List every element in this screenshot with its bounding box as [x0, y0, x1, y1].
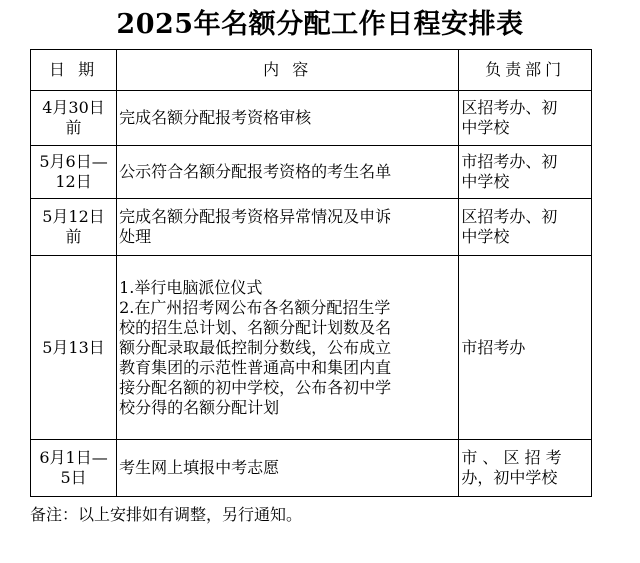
date-line: 前 — [65, 227, 82, 246]
content-cell — [117, 91, 459, 146]
content-line: 完成名额分配报考资格异常情况及申诉 — [119, 207, 392, 226]
table-row — [31, 91, 592, 146]
date-line: 4月30日 — [42, 98, 105, 117]
content-line: 2.在广州招考网公布各名额分配招生学 — [119, 297, 391, 317]
table-row — [31, 146, 592, 199]
date-line: 6月1日— — [39, 448, 108, 467]
dept-line: 区招考办、初 — [461, 207, 558, 226]
content-cell — [117, 440, 459, 497]
table-row — [31, 199, 592, 256]
dept-cell — [459, 91, 592, 146]
date-line: 5日 — [60, 468, 87, 487]
content-line: 处理 — [119, 227, 152, 246]
content-line: 额分配录取最低控制分数线，公布成立 — [119, 337, 392, 357]
schedule-table — [30, 49, 592, 497]
header-date: 日 期 — [31, 50, 117, 91]
date-line: 12日 — [55, 172, 92, 191]
date-line: 5月12日 — [42, 207, 105, 226]
dept-line: 市招考办、初 — [461, 152, 558, 171]
date-line: 5月6日— — [39, 152, 108, 171]
table-row — [31, 256, 592, 440]
page-title: 2025年名额分配工作日程安排表 — [116, 9, 524, 40]
dept-line: 中学校 — [461, 172, 510, 191]
dept-line: 市 、 区 招 考 — [461, 448, 562, 467]
date-line: 前 — [65, 118, 82, 137]
table-header-row — [31, 50, 592, 91]
date-cell — [31, 91, 117, 146]
content-line: 教育集团的示范性普通高中和集团内直 — [119, 357, 392, 377]
table-row — [31, 440, 592, 497]
content-cell — [117, 256, 459, 440]
dept-cell — [459, 146, 592, 199]
content-line: 校分得的名额分配计划 — [119, 397, 280, 417]
footnote: 备注：以上安排如有调整，另行通知。 — [30, 505, 303, 524]
content-cell — [117, 146, 459, 199]
content-line: 考生网上填报中考志愿 — [119, 458, 280, 477]
header-dept: 负责部门 — [459, 50, 592, 91]
dept-cell — [459, 256, 592, 440]
dept-line: 办，初中学校 — [461, 468, 558, 487]
content-line: 校的招生总计划、名额分配计划数及名 — [119, 317, 392, 337]
dept-cell — [459, 199, 592, 256]
content-line: 公示符合名额分配报考资格的考生名单 — [119, 162, 392, 181]
date-cell — [31, 440, 117, 497]
content-line: 接分配名额的初中学校，公布各初中学 — [119, 377, 392, 397]
dept-line: 市招考办 — [461, 337, 526, 357]
date-line: 5月13日 — [42, 337, 105, 357]
dept-line: 中学校 — [461, 227, 510, 246]
dept-cell — [459, 440, 592, 497]
date-cell — [31, 146, 117, 199]
content-cell — [117, 199, 459, 256]
dept-line: 中学校 — [461, 118, 510, 137]
date-cell — [31, 199, 117, 256]
date-cell — [31, 256, 117, 440]
content-line: 1.举行电脑派位仪式 — [119, 277, 263, 297]
header-content: 内 容 — [117, 50, 459, 91]
content-line: 完成名额分配报考资格审核 — [119, 108, 312, 127]
dept-line: 区招考办、初 — [461, 98, 558, 117]
